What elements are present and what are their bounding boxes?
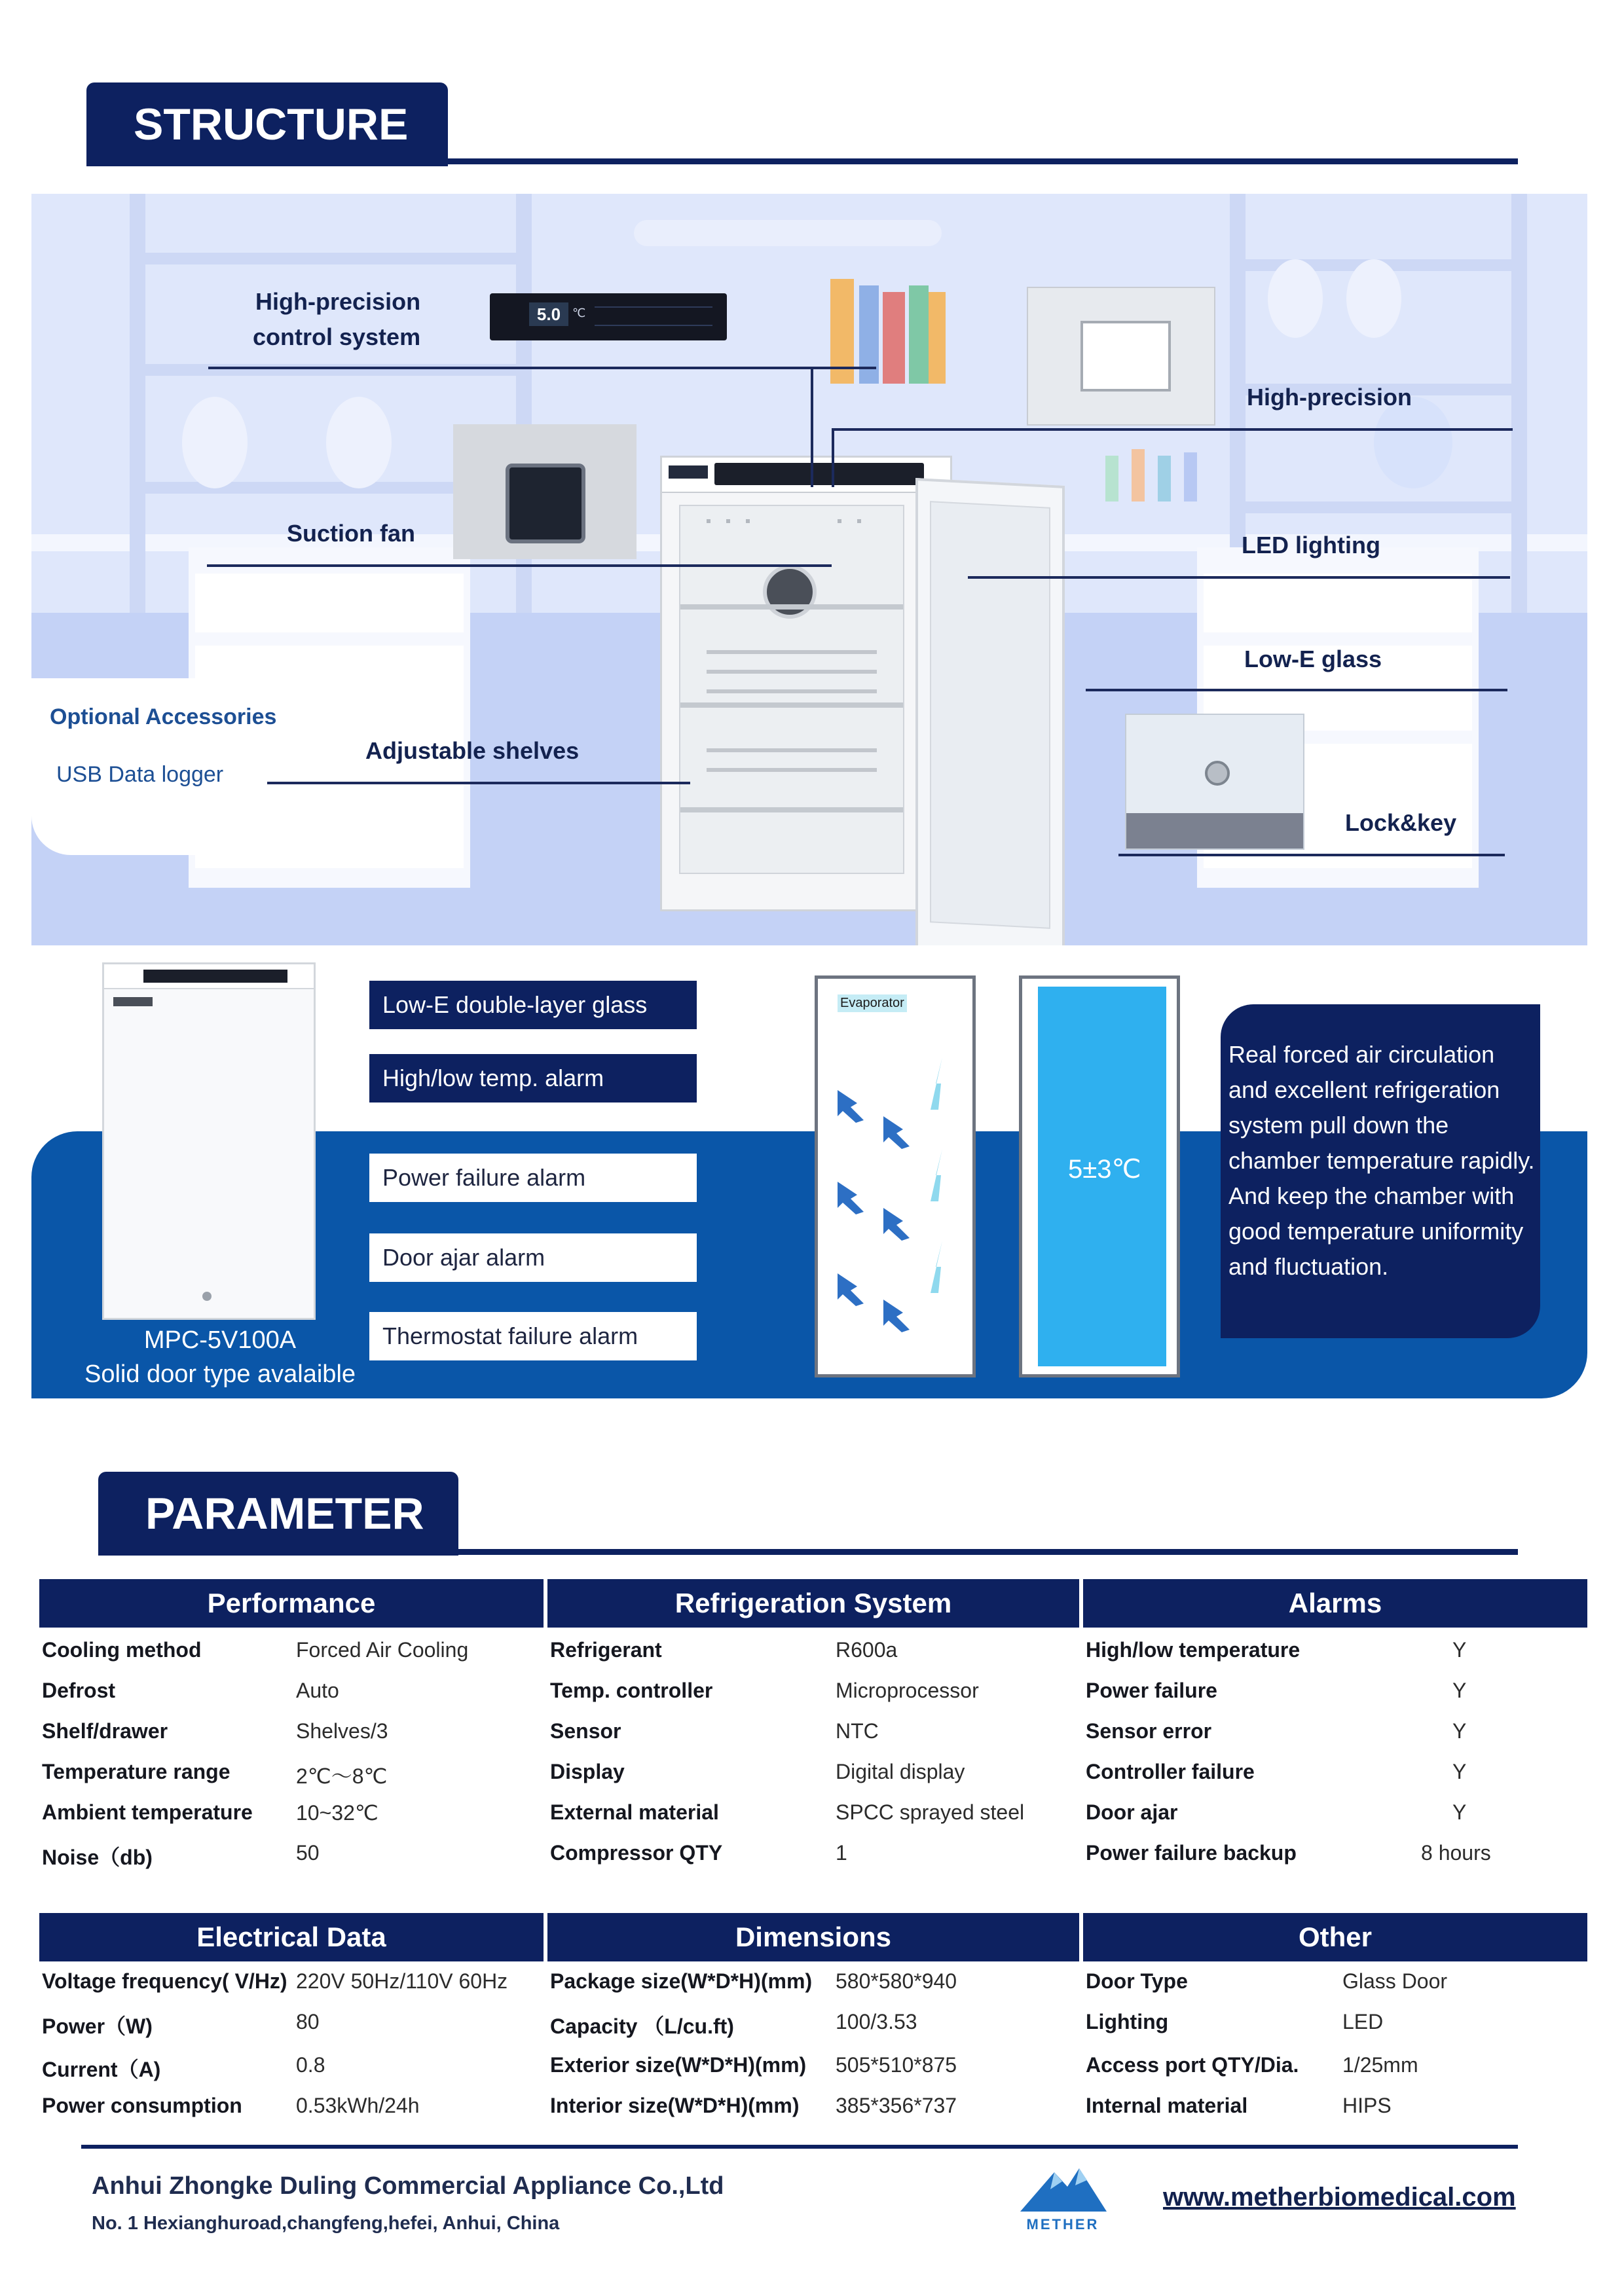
param-key: Capacity （L/cu.ft) [550, 2014, 734, 2038]
feature-thermostat-alarm [369, 1312, 697, 1360]
param-key: Power failure [1086, 1679, 1217, 1702]
label-lowe-glass: Low-E glass [1244, 646, 1382, 672]
circulation-description-card [1221, 1004, 1540, 1338]
param-key: High/low temperature [1086, 1638, 1301, 1662]
param-key: Interior size(W*D*H)(mm) [550, 2094, 800, 2117]
param-value: Microprocessor [836, 1679, 979, 1702]
parameter-title [98, 1472, 458, 1556]
param-key: Access port QTY/Dia. [1086, 2053, 1299, 2077]
fan-photo-icon [506, 464, 585, 543]
param-value: Y [1452, 1800, 1467, 1824]
feature-temp-alarm-label: High/low temp. alarm [382, 1065, 604, 1091]
param-value: Glass Door [1342, 1969, 1448, 1993]
display-unit: ℃ [572, 306, 586, 319]
param-key: Temperature range [42, 1760, 231, 1783]
temperature-diagram [1019, 975, 1180, 1377]
param-value: Auto [296, 1679, 339, 1702]
feature-lowe-glass-label: Low-E double-layer glass [382, 991, 648, 1018]
param-value: 8 hours [1421, 1841, 1491, 1865]
circulation-description: Real forced air circulation and excellent refrigeration system pull down the chamber temperature rapidly. And keep the chamber with good temperature uniformity and fluctuation. [1228, 1041, 1535, 1280]
brand-logo [1014, 2160, 1112, 2232]
company-address: No. 1 Hexianghuroad,changfeng,hefei, Anhui, China [92, 2213, 560, 2234]
param-value: Forced Air Cooling [296, 1638, 469, 1662]
structure-title-text: STRUCTURE [134, 100, 409, 149]
sensor-photo [1027, 287, 1215, 426]
temp-range-label: 5±3℃ [1068, 1155, 1141, 1184]
param-value: Shelves/3 [296, 1719, 388, 1743]
param-value: Digital display [836, 1760, 965, 1783]
airflow-diagram [815, 975, 976, 1377]
feature-temp-alarm [369, 1054, 697, 1102]
param-key: Lighting [1086, 2010, 1169, 2033]
dimensions-header: Dimensions [547, 1913, 1079, 1961]
feature-door-alarm [369, 1233, 697, 1282]
glass-door [915, 478, 1065, 945]
param-value: 0.8 [296, 2053, 325, 2077]
accessories-item: USB Data logger [56, 762, 224, 787]
param-value: 385*356*737 [836, 2094, 957, 2117]
param-key: Display [550, 1760, 625, 1783]
label-lock-key: Lock&key [1345, 809, 1457, 836]
param-key: Sensor [550, 1719, 621, 1743]
param-value: Y [1452, 1719, 1467, 1743]
param-value: 1 [836, 1841, 847, 1865]
param-key: Power consumption [42, 2094, 242, 2117]
label-high-precision: High-precision [1247, 384, 1412, 410]
fridge-control-panel [662, 458, 950, 493]
fridge-chamber [679, 505, 904, 874]
suction-fan-photo [453, 424, 637, 559]
label-control-system: High-precision control system [253, 288, 421, 350]
param-value: Y [1452, 1638, 1467, 1662]
param-value: 10~32℃ [296, 1801, 378, 1825]
structure-title [86, 82, 448, 166]
param-key: Power（W) [42, 2014, 153, 2038]
accessories-card [31, 678, 313, 855]
accessories-title: Optional Accessories [50, 704, 277, 729]
param-value: LED [1342, 2010, 1384, 2033]
lock-photo [1125, 714, 1304, 850]
electrical-header: Electrical Data [39, 1913, 544, 1961]
footer-rule [81, 2145, 1518, 2149]
model-name: MPC-5V100A [143, 1326, 297, 1354]
structure-rule [86, 158, 1518, 164]
param-value: 100/3.53 [836, 2010, 917, 2033]
param-key: Voltage frequency( V/Hz) [42, 1969, 287, 1993]
refrigerator-illustration [660, 456, 952, 911]
solid-door-note: Solid door type avalaible [84, 1360, 356, 1388]
param-value: NTC [836, 1719, 879, 1743]
lock-icon [1205, 761, 1230, 786]
param-key: Refrigerant [550, 1638, 662, 1662]
param-value: 50 [296, 1841, 320, 1865]
feature-power-alarm [369, 1154, 697, 1202]
param-key: Controller failure [1086, 1760, 1255, 1783]
param-key: Temp. controller [550, 1679, 713, 1702]
company-name: Anhui Zhongke Duling Commercial Appliance Co.,Ltd [92, 2172, 724, 2200]
param-key: Noise（db) [42, 1846, 153, 1869]
display-value: 5.0 [529, 302, 568, 326]
param-value: SPCC sprayed steel [836, 1800, 1025, 1824]
param-value: HIPS [1342, 2094, 1392, 2117]
param-value: 580*580*940 [836, 1969, 957, 1993]
param-value: 1/25mm [1342, 2053, 1418, 2077]
refrigeration-header: Refrigeration System [547, 1579, 1079, 1628]
param-key: Door ajar [1086, 1800, 1178, 1824]
feature-power-alarm-label: Power failure alarm [382, 1164, 586, 1191]
param-value: 2℃～8℃ [296, 1764, 388, 1788]
label-suction-fan: Suction fan [287, 520, 415, 547]
evaporator-label: Evaporator [838, 994, 907, 1012]
param-value: Y [1452, 1760, 1467, 1783]
param-key: Ambient temperature [42, 1800, 253, 1824]
param-value: 505*510*875 [836, 2053, 957, 2077]
label-led-lighting: LED lighting [1242, 532, 1380, 558]
mountain-logo-icon [1014, 2160, 1112, 2213]
control-display [490, 293, 727, 340]
param-value: Y [1452, 1679, 1467, 1702]
other-header: Other [1083, 1913, 1587, 1961]
param-key: Exterior size(W*D*H)(mm) [550, 2053, 807, 2077]
structure-illustration [31, 194, 1587, 945]
param-value: 0.53kWh/24h [296, 2094, 420, 2117]
lock-small-icon [202, 1292, 212, 1301]
param-key: Compressor QTY [550, 1841, 723, 1865]
param-key: Current（A) [42, 2058, 161, 2081]
performance-header: Performance [39, 1579, 544, 1628]
param-value: 80 [296, 2010, 320, 2033]
param-key: Internal material [1086, 2094, 1248, 2117]
param-key: Cooling method [42, 1638, 202, 1662]
param-key: Sensor error [1086, 1719, 1212, 1743]
brand-name: METHER [1026, 2216, 1099, 2232]
alarms-header: Alarms [1083, 1579, 1587, 1628]
param-key: Package size(W*D*H)(mm) [550, 1969, 813, 1993]
param-key: External material [550, 1800, 719, 1824]
parameter-rule [98, 1549, 1518, 1555]
model-fridge-illustration [102, 962, 316, 1320]
param-key: Power failure backup [1086, 1841, 1297, 1865]
param-key: Shelf/drawer [42, 1719, 168, 1743]
feature-lowe-glass [369, 981, 697, 1029]
feature-door-alarm-label: Door ajar alarm [382, 1244, 545, 1271]
label-adjustable-shelves: Adjustable shelves [365, 737, 580, 764]
airflow-arrows [818, 979, 972, 1374]
parameter-title-text: PARAMETER [145, 1489, 424, 1539]
param-value: 220V 50Hz/110V 60Hz [296, 1969, 508, 1993]
param-key: Defrost [42, 1679, 116, 1702]
param-value: R600a [836, 1638, 898, 1662]
param-key: Door Type [1086, 1969, 1188, 1993]
website-link[interactable]: www.metherbiomedical.com [1163, 2183, 1516, 2212]
feature-thermostat-alarm-label: Thermostat failure alarm [382, 1322, 638, 1349]
